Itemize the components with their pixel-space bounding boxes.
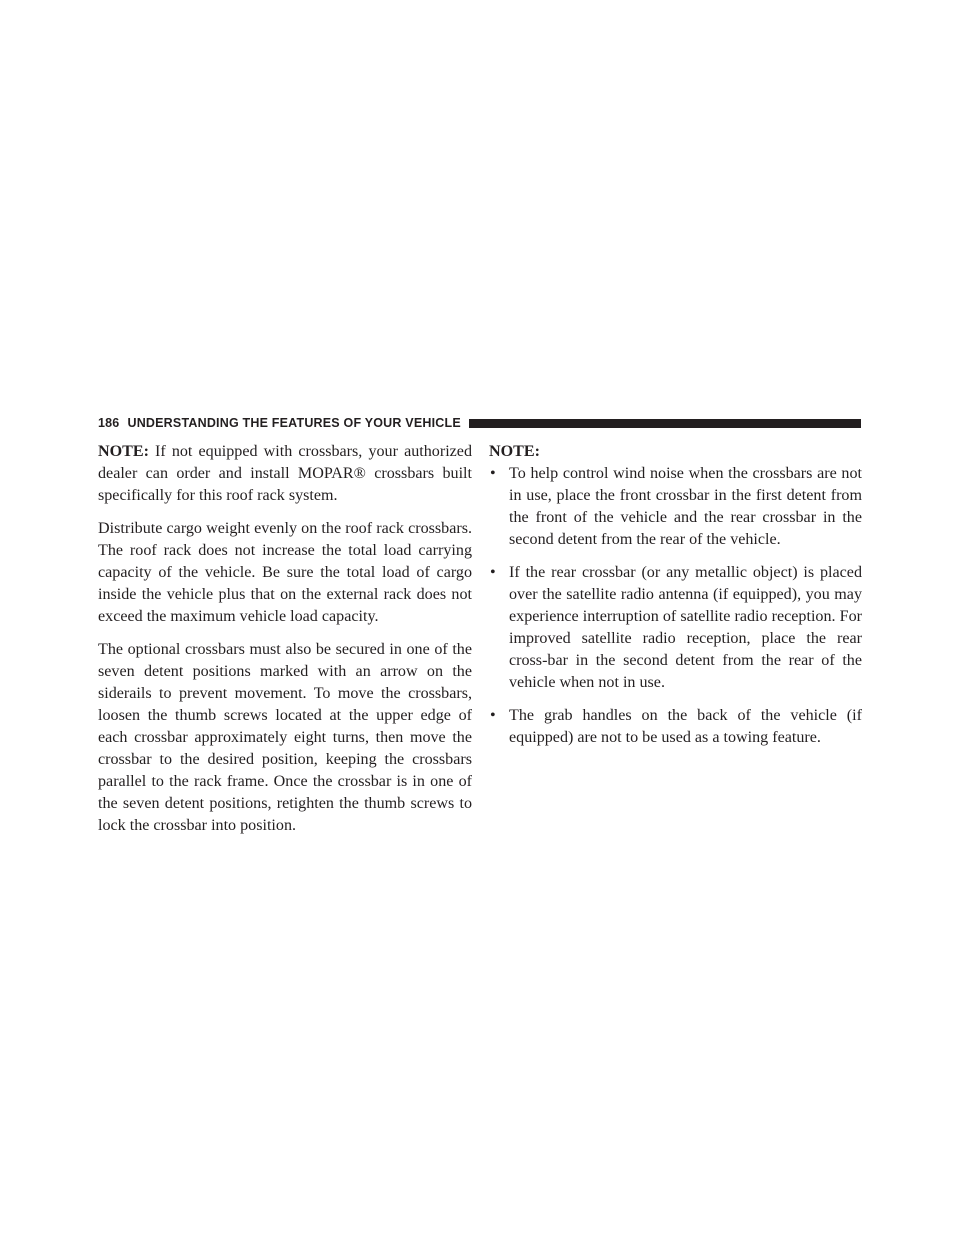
note-heading: NOTE: xyxy=(489,443,540,460)
note-paragraph xyxy=(98,441,472,507)
note-label: NOTE: xyxy=(98,443,149,460)
note-bullet-list xyxy=(489,463,862,749)
bullet-text: The grab handles on the back of the vehicle (if equipped) are not to be used as a towing feature. xyxy=(509,707,862,746)
note-text: If not equipped with crossbars, your authorized dealer can order and install MOPAR® crossbars built specifically for this roof rack system. xyxy=(98,443,472,504)
bullet-text: To help control wind noise when the crossbars are not in use, place the front crossbar in the first detent from the front of the vehicle and the rear crossbar in the second detent from the rear of the vehicle. xyxy=(509,465,862,548)
page-header xyxy=(98,415,861,431)
list-item xyxy=(489,562,862,694)
list-item xyxy=(489,463,862,551)
list-item xyxy=(489,705,862,749)
left-column xyxy=(98,441,472,848)
header-rule xyxy=(469,419,861,428)
bullet-icon: • xyxy=(490,465,496,482)
bullet-text: If the rear crossbar (or any metallic object) is placed over the satellite radio antenna (if equipped), you may experience interruption of satellite radio reception. For improved satellite radio reception, place the rear cross-bar in the second detent from the rear of the vehicle when not in use. xyxy=(509,564,862,691)
bullet-icon: • xyxy=(490,564,496,581)
crossbar-positions-paragraph: The optional crossbars must also be secured in one of the seven detent positions marked with an arrow on the siderails to prevent movement. To move the crossbars, loosen the thumb screws located at the upper edge of each crossbar approximately eight turns, then move the crossbar to the desired position, keeping the crossbars parallel to the rack frame. Once the crossbar is in one of the seven detent positions, retighten the thumb screws to lock the crossbar into position. xyxy=(98,641,472,834)
right-column xyxy=(489,441,862,760)
cargo-weight-paragraph: Distribute cargo weight evenly on the roof rack crossbars. The roof rack does not increase the total load carrying capacity of the vehicle. Be sure the total load of cargo inside the vehicle plus that on the external rack does not exceed the maximum vehicle load capacity. xyxy=(98,520,472,625)
bullet-icon: • xyxy=(490,707,496,724)
page-number: 186 xyxy=(98,416,120,430)
section-title: UNDERSTANDING THE FEATURES OF YOUR VEHICLE xyxy=(127,416,461,430)
